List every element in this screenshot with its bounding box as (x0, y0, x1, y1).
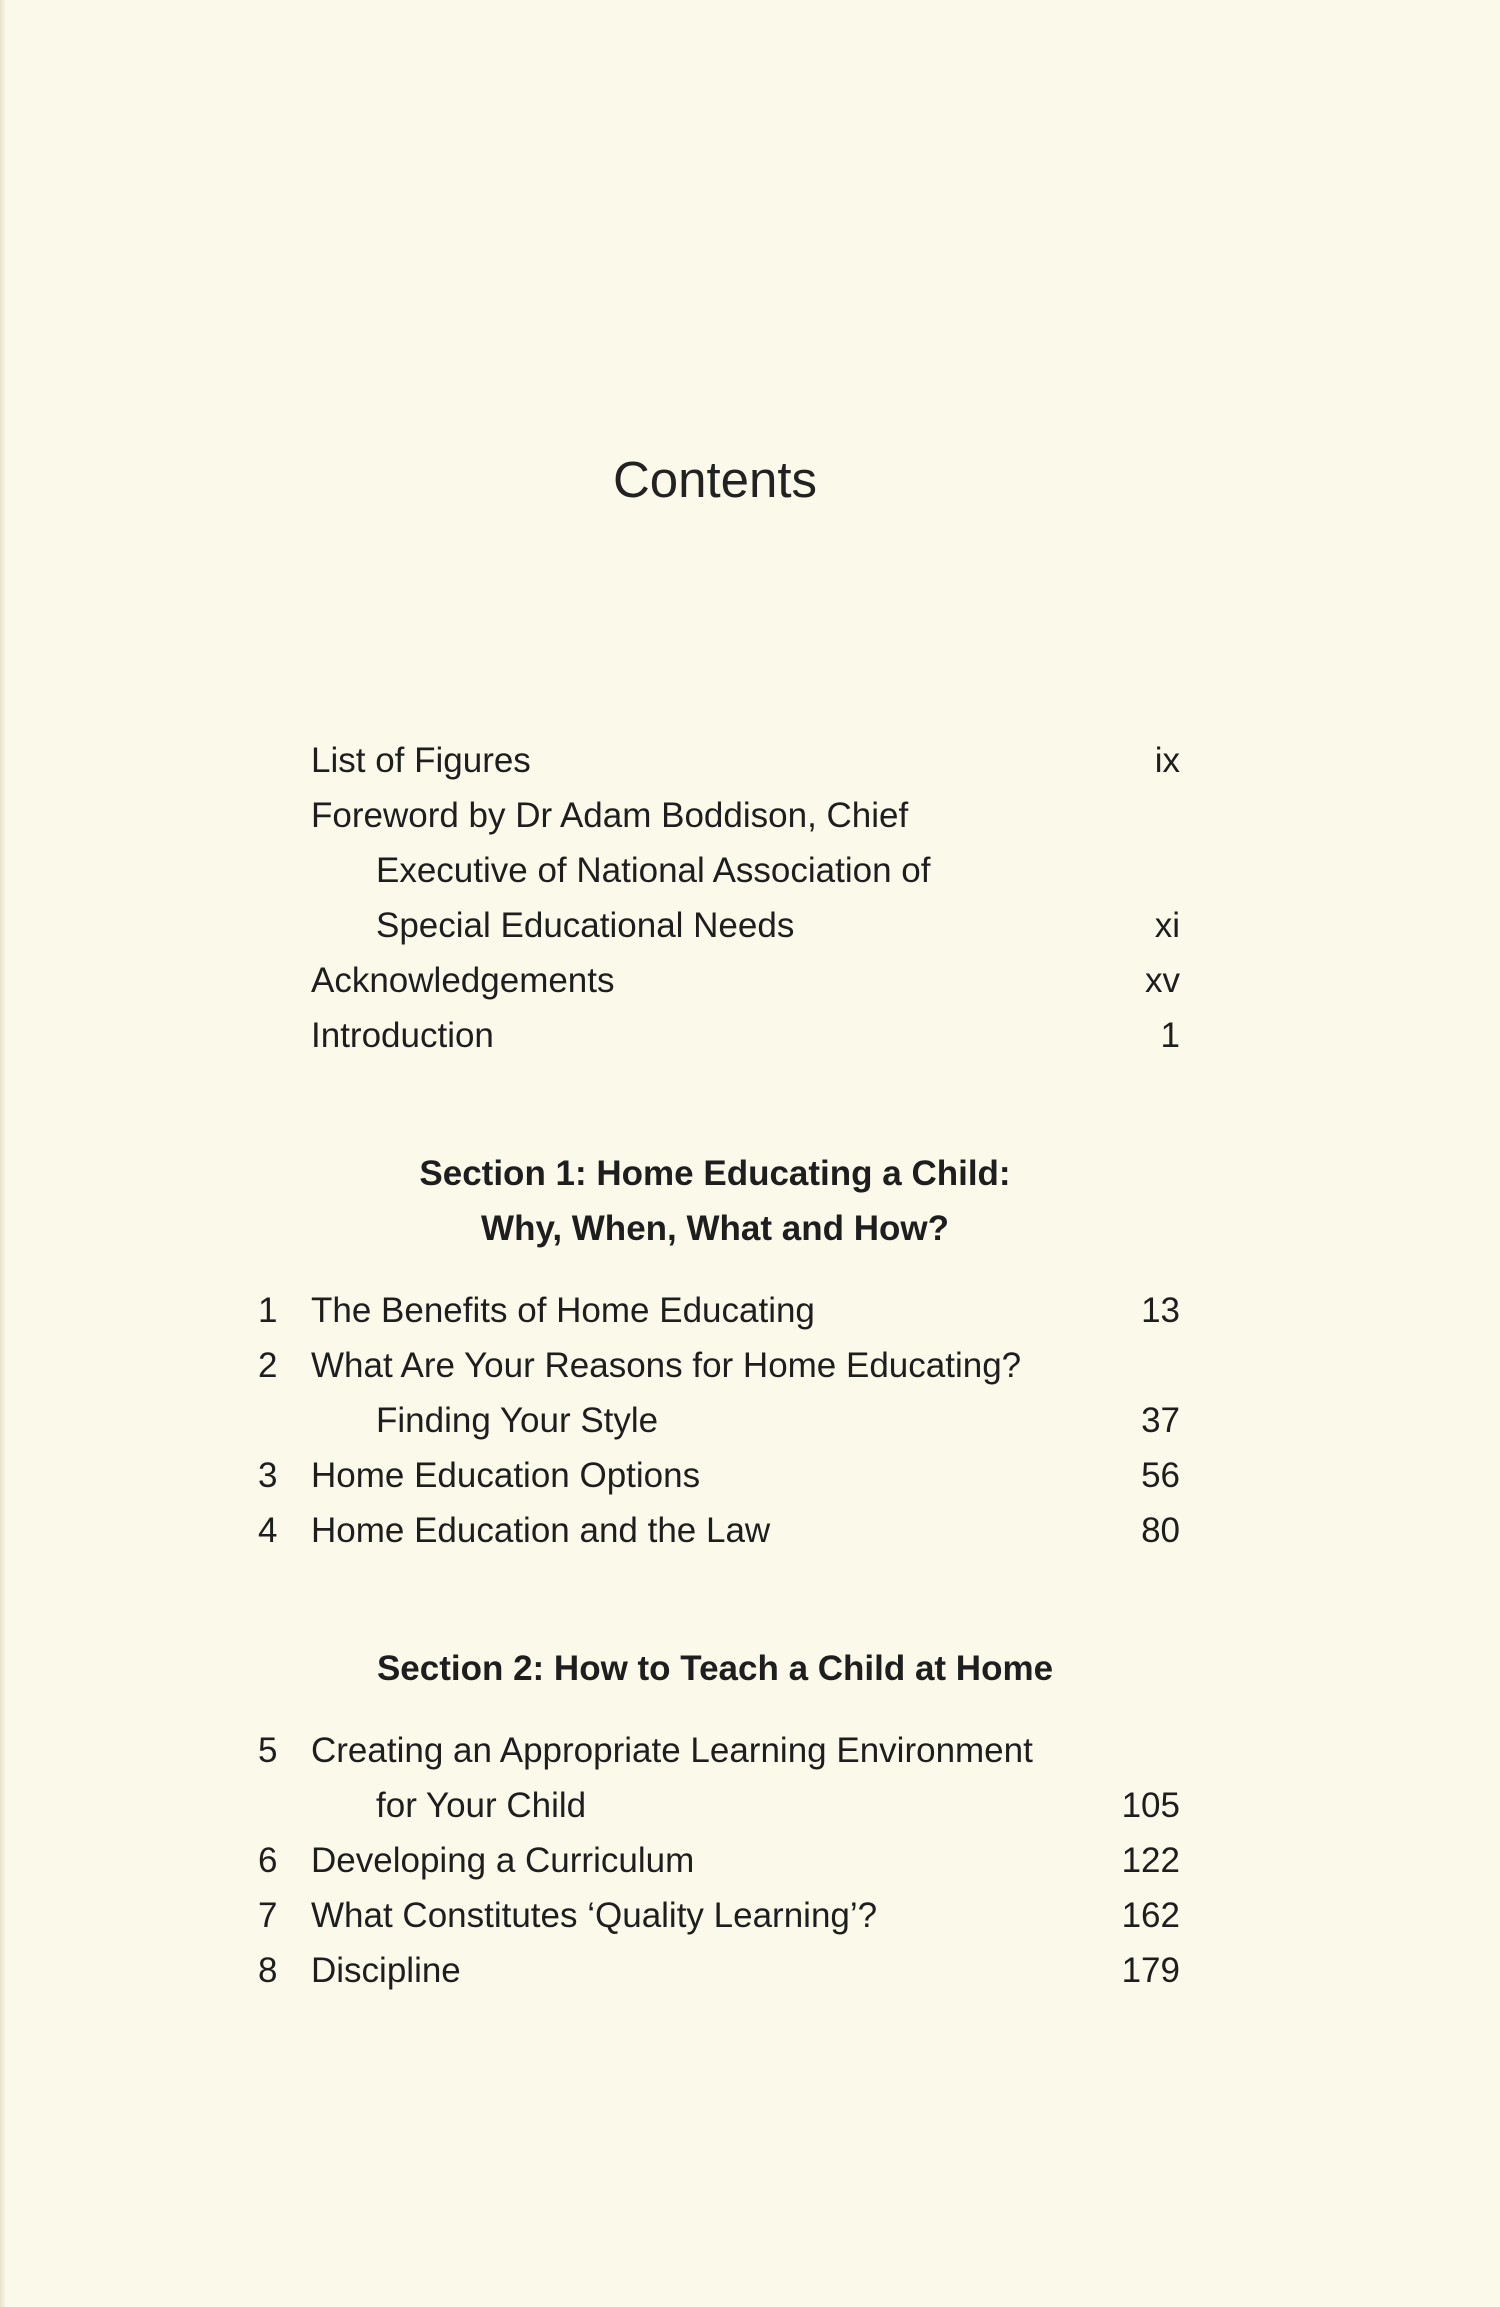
toc-chapter-7[interactable] (0, 1888, 1500, 1943)
chapter-number: 4 (258, 1511, 278, 1550)
chapter-title: Home Education Options (311, 1456, 701, 1495)
chapter-title: Developing a Curriculum (311, 1841, 695, 1880)
toc-chapter-4[interactable] (0, 1503, 1500, 1558)
section-heading-continued: Why, When, What and How? (481, 1209, 949, 1248)
chapter-number: 2 (258, 1346, 278, 1385)
toc-entry-page: ix (1154, 741, 1180, 780)
toc-entry-page: xi (1154, 906, 1180, 945)
toc-chapter-5-continued (0, 1778, 1500, 1833)
chapter-page: 37 (1141, 1401, 1180, 1440)
toc-chapter-2[interactable] (0, 1338, 1500, 1393)
chapter-number: 1 (258, 1291, 278, 1330)
toc-chapter-8[interactable] (0, 1943, 1500, 1998)
chapter-title: What Constitutes ‘Quality Learning’? (311, 1896, 878, 1935)
toc-chapter-1[interactable] (0, 1283, 1500, 1338)
chapter-page: 162 (1121, 1896, 1180, 1935)
chapter-title-continued: for Your Child (376, 1786, 587, 1825)
toc-entry-list-of-figures[interactable] (0, 733, 1500, 788)
toc-chapter-2-continued (0, 1393, 1500, 1448)
chapter-number: 8 (258, 1951, 278, 1990)
toc-chapter-3[interactable] (0, 1448, 1500, 1503)
section-heading: Section 1: Home Educating a Child: (419, 1154, 1011, 1193)
chapter-title: What Are Your Reasons for Home Educating? (311, 1346, 1022, 1385)
toc-entry-title: Introduction (311, 1016, 494, 1055)
toc-entry-acknowledgements[interactable] (0, 953, 1500, 1008)
toc-entry-foreword[interactable] (0, 788, 1500, 843)
toc-chapter-6[interactable] (0, 1833, 1500, 1888)
chapter-title: Creating an Appropriate Learning Environment (311, 1731, 1033, 1770)
toc-chapter-5[interactable] (0, 1723, 1500, 1778)
toc-entry-title: Foreword by Dr Adam Boddison, Chief (311, 796, 909, 835)
toc-entry-title-continued: Special Educational Needs (376, 906, 795, 945)
chapter-number: 7 (258, 1896, 278, 1935)
toc-entry-title-continued: Executive of National Association of (376, 851, 931, 890)
chapter-page: 105 (1121, 1786, 1180, 1825)
toc-entry-title: Acknowledgements (311, 961, 615, 1000)
toc-entry-introduction[interactable] (0, 1008, 1500, 1063)
toc-entry-foreword-continued (0, 843, 1500, 898)
chapter-title: Home Education and the Law (311, 1511, 771, 1550)
chapter-page: 56 (1141, 1456, 1180, 1495)
chapter-title: The Benefits of Home Educating (311, 1291, 815, 1330)
section-heading: Section 2: How to Teach a Child at Home (376, 1649, 1054, 1688)
chapter-number: 6 (258, 1841, 278, 1880)
toc-entry-page: xv (1145, 961, 1180, 1000)
toc-entry-title: List of Figures (311, 741, 531, 780)
chapter-number: 5 (258, 1731, 278, 1770)
chapter-page: 80 (1141, 1511, 1180, 1550)
chapter-title-continued: Finding Your Style (376, 1401, 659, 1440)
chapter-page: 179 (1121, 1951, 1180, 1990)
chapter-title: Discipline (311, 1951, 461, 1990)
chapter-page: 122 (1121, 1841, 1180, 1880)
toc-entry-page: 1 (1160, 1016, 1180, 1055)
page-title: Contents (612, 451, 818, 508)
chapter-number: 3 (258, 1456, 278, 1495)
toc-entry-foreword-continued (0, 898, 1500, 953)
chapter-page: 13 (1141, 1291, 1180, 1330)
